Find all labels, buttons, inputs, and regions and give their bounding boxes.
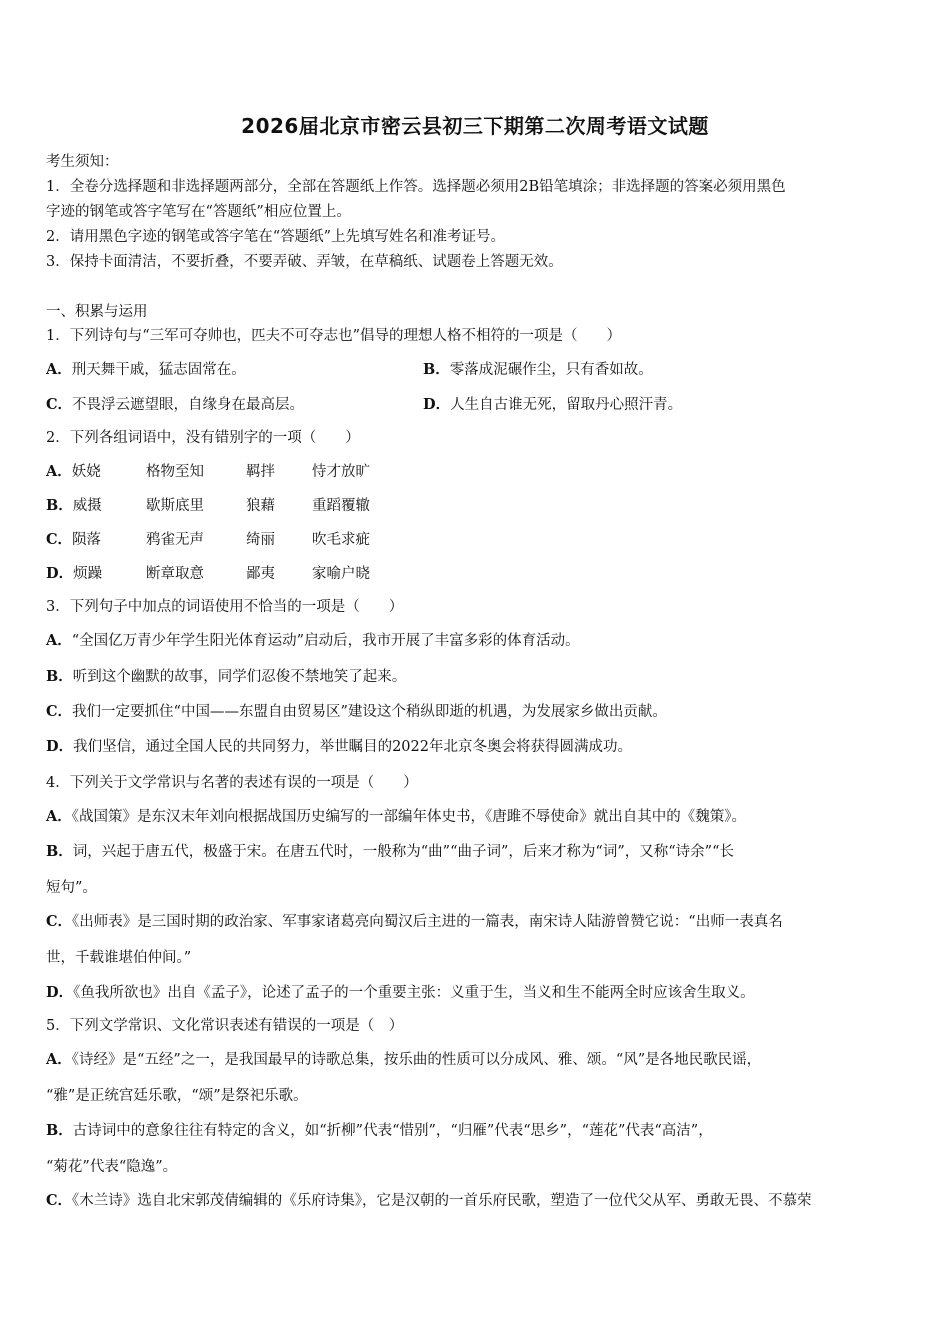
option-c: C．《出师表》是三国时期的政治家、军事家诸葛亮向蜀汉后主进的一篇表，南宋诗人陆游曾赞它说：“出师一表真名 xyxy=(46,913,783,930)
option-word: 鄙夷 xyxy=(246,566,275,582)
option-word: 断章取意 xyxy=(146,566,204,582)
option-letter: D． xyxy=(46,565,74,582)
notice-heading: 考生须知： xyxy=(46,154,119,170)
option-word: A．妖娆 xyxy=(46,463,101,480)
question-stem: 1．下列诗句与“三军可夺帅也，匹夫不可夺志也”倡导的理想人格不相符的一项是（ ） xyxy=(46,328,622,344)
option-row xyxy=(46,564,370,584)
page-title: 2026届北京市密云县初三下期第二次周考语文试题 xyxy=(241,114,709,138)
option-letter: B． xyxy=(46,497,73,514)
option-letter: D． xyxy=(423,396,451,413)
question-stem: 3．下列句子中加点的词语使用不恰当的一项是（ ） xyxy=(46,599,404,615)
option-b: B．听到这个幽默的故事，同学们忍俊不禁地笑了起来。 xyxy=(46,668,407,685)
option-c: C．我们一定要抓住“中国——东盟自由贸易区”建设这个稍纵即逝的机遇，为发展家乡做出贡献。 xyxy=(46,703,667,720)
option-word: 狼藉 xyxy=(246,498,275,514)
question-stem: 2．下列各组词语中，没有错别字的一项（ ） xyxy=(46,430,360,446)
option-word: 吹毛求疵 xyxy=(312,532,370,548)
option-c: C．不畏浮云遮望眼，自缘身在最高层。 xyxy=(46,396,305,413)
option-b-cont: “菊花”代表“隐逸”。 xyxy=(46,1159,178,1175)
option-word: 重蹈覆辙 xyxy=(312,498,370,514)
option-d: D．我们坚信，通过全国人民的共同努力，举世瞩目的2022年北京冬奥会将获得圆满成功。 xyxy=(46,738,632,755)
option-letter: D． xyxy=(46,738,74,755)
option-a: A．“全国亿万青少年学生阳光体育运动”启动后，我市开展了丰富多彩的体育活动。 xyxy=(46,632,580,649)
option-row xyxy=(46,496,370,516)
option-letter: A． xyxy=(46,361,72,378)
option-letter: A． xyxy=(46,632,72,649)
option-a: A．《战国策》是东汉末年刘向根据战国历史编写的一部编年体史书，《唐雎不辱使命》就出自其中的《魏策》。 xyxy=(46,808,747,825)
option-word: 歇斯底里 xyxy=(146,498,204,514)
option-c: C．《木兰诗》选自北宋郭茂倩编辑的《乐府诗集》，它是汉朝的一首乐府民歌，塑造了一位代父从军、勇敢无畏、不慕荣 xyxy=(46,1192,812,1209)
option-letter: B． xyxy=(46,843,73,860)
option-letter: C． xyxy=(46,703,73,720)
section-heading: 一、积累与运用 xyxy=(46,304,148,320)
option-letter: C． xyxy=(46,396,73,413)
option-letter: A． xyxy=(46,808,72,825)
option-letter: B． xyxy=(46,668,73,685)
option-row xyxy=(46,395,906,415)
option-a: A．《诗经》是“五经”之一，是我国最早的诗歌总集，按乐曲的性质可以分成风、雅、颂。“风”是各地民歌民谣， xyxy=(46,1051,762,1068)
option-word: 家喻户晓 xyxy=(312,566,370,582)
option-row xyxy=(46,530,370,550)
option-word: 羁拌 xyxy=(246,464,275,480)
option-b: B．词，兴起于唐五代，极盛于宋。在唐五代时，一般称为“曲”“曲子词”，后来才称为“词”，又称“诗余”“长 xyxy=(46,843,734,860)
option-letter: C． xyxy=(46,913,73,930)
option-word: C．陨落 xyxy=(46,531,102,548)
option-letter: A． xyxy=(46,1051,72,1068)
option-c-cont: 世，千载谁堪伯仲间。” xyxy=(46,950,192,966)
option-a: A．刑天舞干戚，猛志固常在。 xyxy=(46,361,246,378)
option-b: B．零落成泥碾作尘，只有香如故。 xyxy=(423,361,653,378)
option-letter: C． xyxy=(46,531,73,548)
option-word: B．威摄 xyxy=(46,497,102,514)
notice-line: 3．保持卡面清洁，不要折叠，不要弄破、弄皱，在草稿纸、试题卷上答题无效。 xyxy=(46,254,563,270)
notice-line: 1．全卷分选择题和非选择题两部分，全部在答题纸上作答。选择题必须用2B铅笔填涂；非选择题的答案必须用黑色 xyxy=(46,179,786,195)
option-letter: D． xyxy=(46,984,74,1001)
option-letter: B． xyxy=(423,361,450,378)
question-stem: 5．下列文学常识、文化常识表述有错误的一项是（ ） xyxy=(46,1018,404,1034)
option-b-cont: 短句”。 xyxy=(46,880,97,896)
option-letter: B． xyxy=(46,1122,73,1139)
option-d: D．《鱼我所欲也》出自《孟子》，论述了孟子的一个重要主张：义重于生，当义和生不能两全时应该舍生取义。 xyxy=(46,984,755,1001)
option-d: D．人生自古谁无死，留取丹心照汗青。 xyxy=(423,396,683,413)
option-word: 恃才放旷 xyxy=(312,464,370,480)
option-letter: C． xyxy=(46,1192,73,1209)
notice-line: 2．请用黑色字迹的钢笔或答字笔在“答题纸”上先填写姓名和准考证号。 xyxy=(46,229,506,245)
question-stem: 4．下列关于文学常识与名著的表述有误的一项是（ ） xyxy=(46,775,418,791)
option-b: B．古诗词中的意象往往有特定的含义，如“折柳”代表“惜别”，“归雁”代表“思乡”，“莲花”代表“高洁”， xyxy=(46,1122,713,1139)
option-letter: A． xyxy=(46,463,72,480)
option-row xyxy=(46,462,370,482)
option-a-cont: “雅”是正统宫廷乐歌，“颂”是祭祀乐歌。 xyxy=(46,1088,308,1104)
option-word: 格物至知 xyxy=(146,464,204,480)
notice-line: 字迹的钢笔或答字笔写在“答题纸”相应位置上。 xyxy=(46,204,351,220)
option-row xyxy=(46,360,906,380)
option-word: 绮丽 xyxy=(246,532,275,548)
option-word: D．烦躁 xyxy=(46,565,103,582)
option-word: 鸦雀无声 xyxy=(146,532,204,548)
